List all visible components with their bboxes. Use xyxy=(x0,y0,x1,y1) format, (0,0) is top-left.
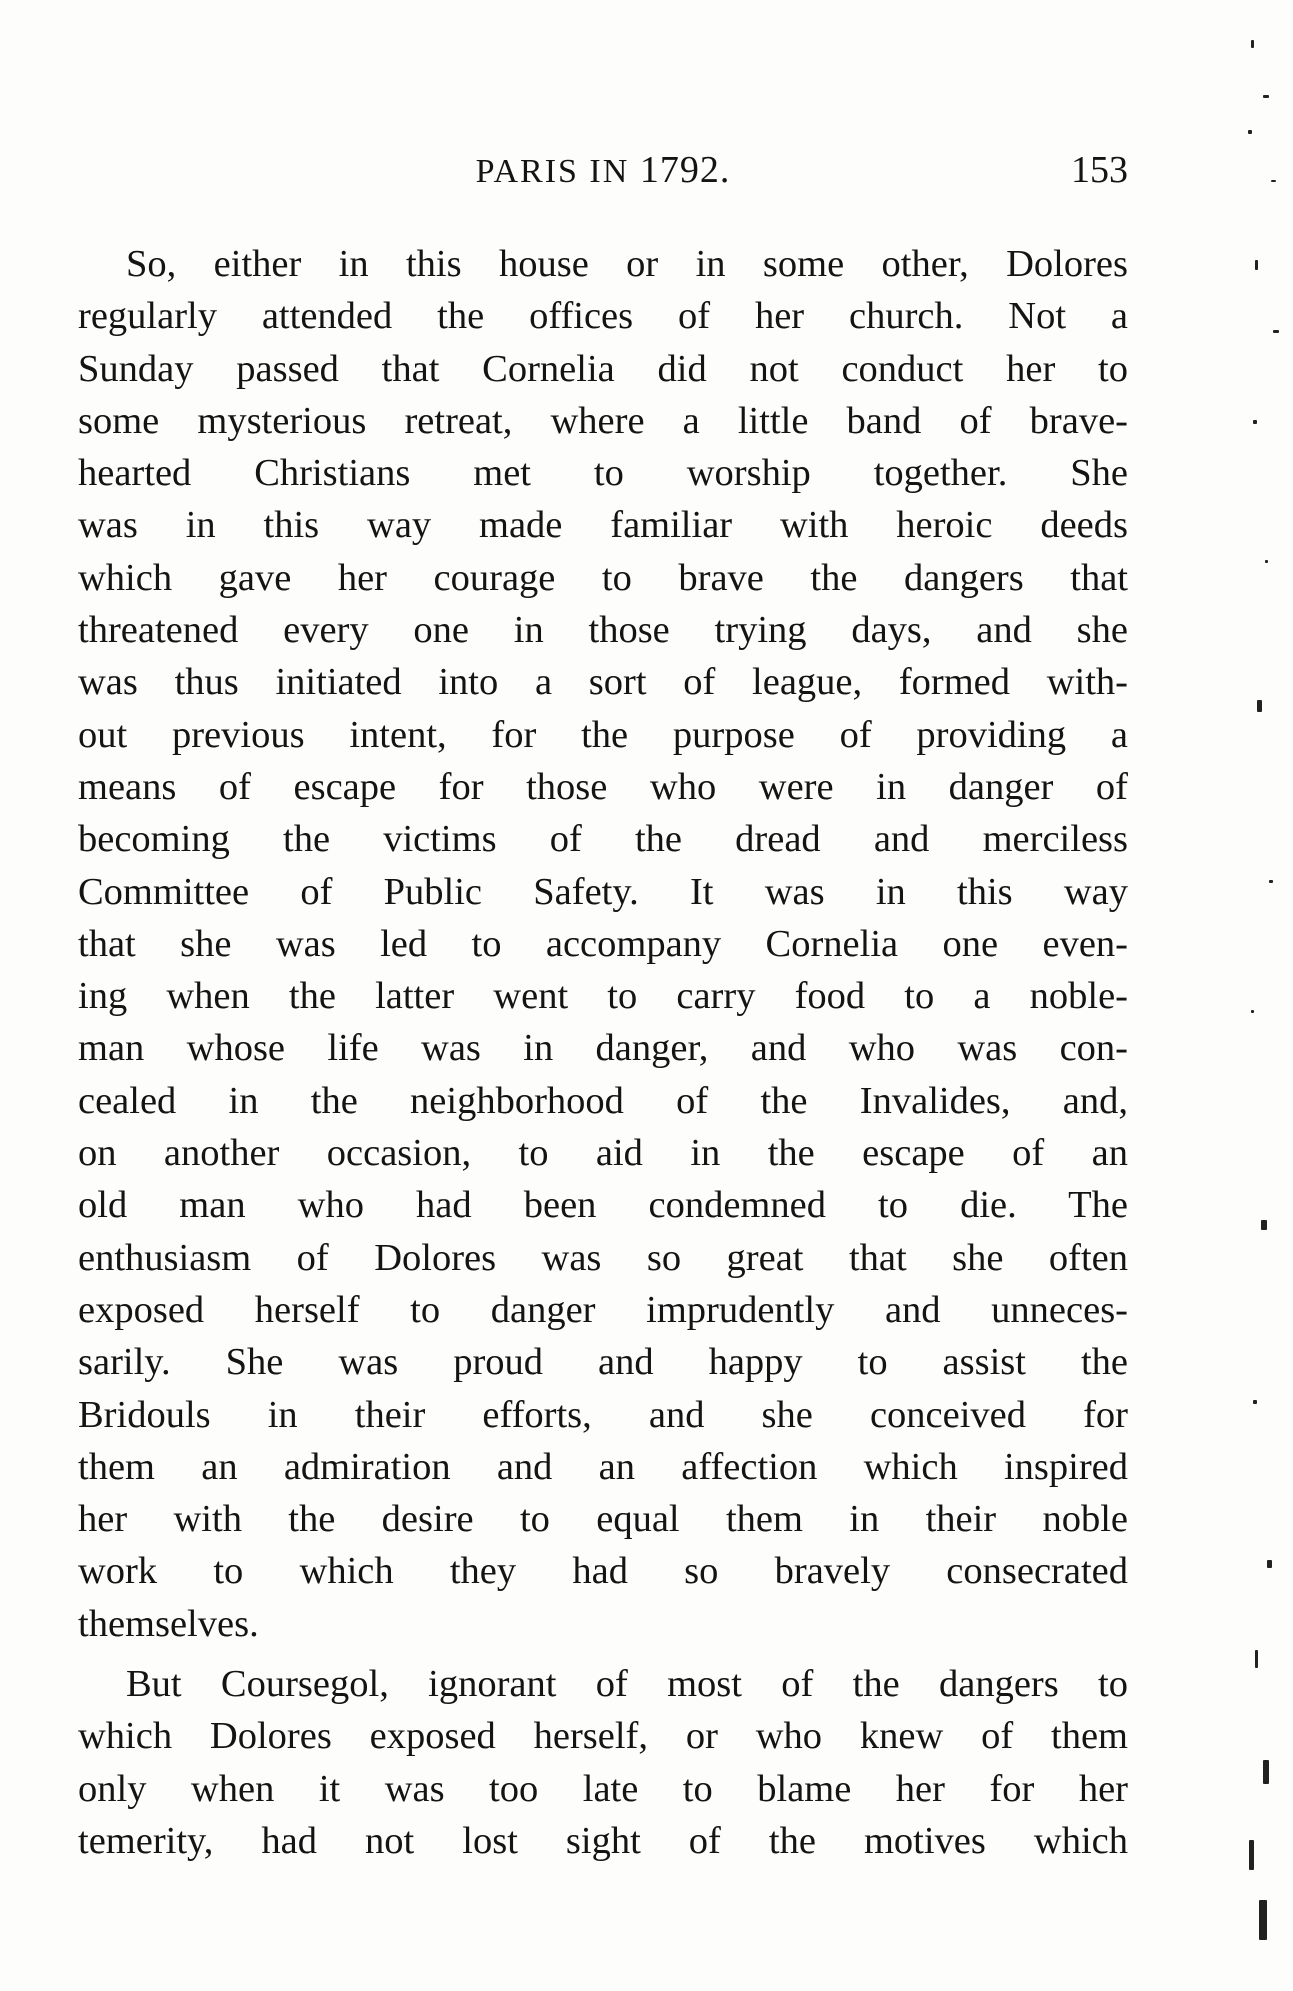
scan-speck xyxy=(1273,330,1279,333)
scan-speck xyxy=(1257,700,1262,712)
text-line: sarily. She was proud and happy to assist the xyxy=(78,1341,1128,1384)
scan-speck xyxy=(1253,1400,1257,1404)
body-text xyxy=(78,238,1128,1867)
text-line: means of escape for those who were in danger of xyxy=(78,765,1128,808)
scan-speck xyxy=(1259,1900,1267,1940)
scan-speck xyxy=(1249,1840,1254,1870)
page-number: 153 xyxy=(1071,149,1128,191)
text-line: Bridouls in their efforts, and she conceived for xyxy=(78,1393,1128,1436)
text-line: that she was led to accompany Cornelia one even- xyxy=(78,922,1128,965)
text-line: was thus initiated into a sort of league, formed with- xyxy=(78,661,1128,704)
text-line: hearted Christians met to worship together. She xyxy=(78,452,1128,495)
text-line: threatened every one in those trying days, and she xyxy=(78,609,1128,652)
scan-edge-noise xyxy=(1243,0,1293,1991)
scan-speck xyxy=(1255,260,1258,270)
scan-speck xyxy=(1271,180,1276,182)
running-head xyxy=(78,148,1128,196)
text-line: regularly attended the offices of her church. Not a xyxy=(78,295,1128,338)
text-line: Sunday passed that Cornelia did not conduct her to xyxy=(78,347,1128,390)
scan-speck xyxy=(1267,1560,1272,1568)
scan-speck xyxy=(1265,560,1268,563)
text-line: on another occasion, to aid in the escape of an xyxy=(78,1132,1128,1175)
text-line: themselves. xyxy=(78,1602,259,1645)
text-line: exposed herself to danger imprudently and unneces- xyxy=(78,1288,1128,1331)
text-line: cealed in the neighborhood of the Invalides, and, xyxy=(78,1079,1128,1122)
text-line: Committee of Public Safety. It was in this way xyxy=(78,870,1128,913)
text-line: which gave her courage to brave the dangers that xyxy=(78,556,1128,599)
text-line: ing when the latter went to carry food to a noble- xyxy=(78,975,1128,1018)
scan-speck xyxy=(1261,1220,1267,1230)
running-head-year: 1792. xyxy=(639,149,731,191)
running-head-title-text: PARIS IN xyxy=(475,153,630,190)
text-line: enthusiasm of Dolores was so great that she often xyxy=(78,1236,1128,1279)
scan-speck xyxy=(1248,130,1252,134)
text-line: them an admiration and an affection which inspired xyxy=(78,1445,1128,1488)
scan-speck xyxy=(1255,1650,1258,1668)
text-line: was in this way made familiar with heroic deeds xyxy=(78,504,1128,547)
paragraph-gap xyxy=(78,1650,1128,1658)
text-line: becoming the victims of the dread and merciless xyxy=(78,818,1128,861)
scan-speck xyxy=(1269,880,1273,883)
text-line: work to which they had so bravely consecrated xyxy=(78,1550,1128,1593)
text-line: which Dolores exposed herself, or who knew of them xyxy=(78,1715,1128,1758)
text-line: old man who had been condemned to die. The xyxy=(78,1184,1128,1227)
scan-speck xyxy=(1263,95,1269,98)
paragraph-1 xyxy=(78,238,1128,1650)
text-line: So, either in this house or in some other, Dolores xyxy=(126,243,1128,285)
scan-speck xyxy=(1251,1010,1254,1013)
scan-speck xyxy=(1253,420,1257,424)
paragraph-2 xyxy=(78,1658,1128,1867)
text-line: some mysterious retreat, where a little band of brave- xyxy=(78,399,1128,442)
scan-speck xyxy=(1263,1760,1269,1784)
scan-speck xyxy=(1251,40,1254,48)
running-head-title xyxy=(78,148,1128,192)
text-line: But Coursegol, ignorant of most of the dangers to xyxy=(126,1663,1128,1706)
text-line: only when it was too late to blame her for her xyxy=(78,1767,1128,1810)
text-line: her with the desire to equal them in their noble xyxy=(78,1498,1128,1541)
text-line: out previous intent, for the purpose of providing a xyxy=(78,713,1128,756)
text-line: temerity, had not lost sight of the motives which xyxy=(78,1819,1128,1862)
text-line: man whose life was in danger, and who was con- xyxy=(78,1027,1128,1070)
